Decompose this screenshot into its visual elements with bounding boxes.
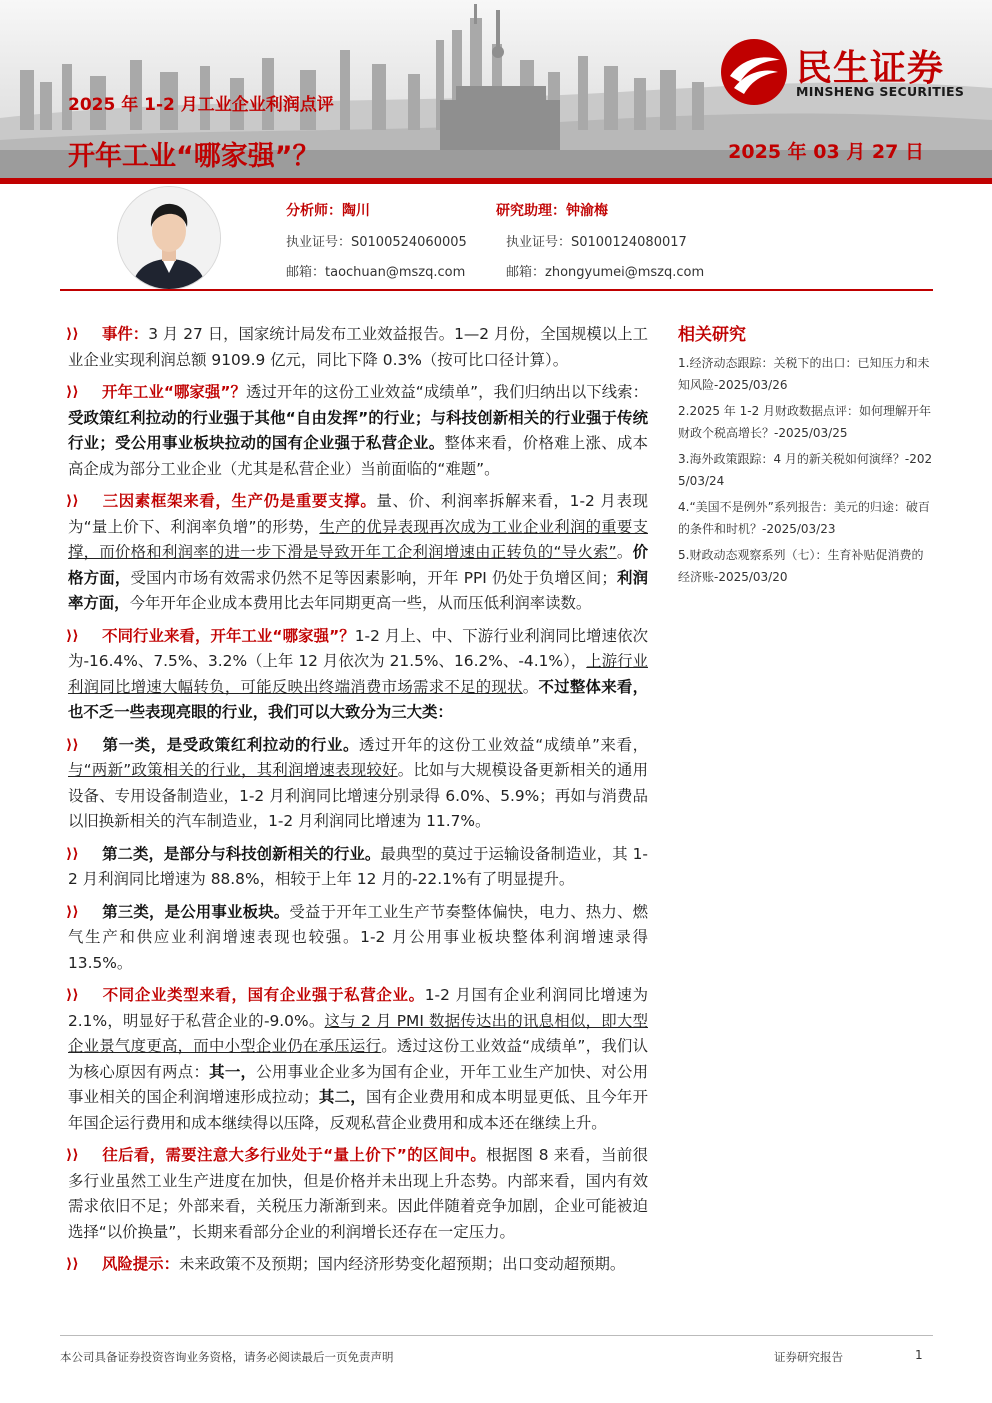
analyst-email[interactable]: 邮箱：taochuan@mszq.com (286, 265, 466, 280)
double-chevron-right-icon: ⟩⟩ (66, 1147, 79, 1163)
related-research-link[interactable]: 3.海外政策跟踪：4 月的新关税如何演绎？-2025/03/24 (678, 452, 933, 488)
analyst-avatar (117, 186, 221, 290)
analyst-divider (60, 289, 933, 291)
double-chevron-right-icon: ⟩⟩ (66, 1256, 79, 1272)
analyst-cert-number: 执业证号：S0100524060005 (286, 235, 467, 250)
double-chevron-right-icon: ⟩⟩ (66, 384, 79, 400)
footer-report-type: 证券研究报告 (774, 1350, 843, 1364)
minsheng-logo-icon (720, 38, 788, 106)
related-research-link[interactable]: 5.财政动态观察系列（七）：生育补贴促消费的经济账-2025/03/20 (678, 548, 924, 584)
report-title: 开年工业“哪家强”？ (68, 141, 320, 172)
report-body (68, 322, 648, 1285)
related-research-sidebar (678, 320, 933, 593)
double-chevron-right-icon: ⟩⟩ (66, 627, 79, 644)
paragraph-risk: ⟩⟩ 风险提示：未来政策不及预期；国内经济形势变化超预期；出口变动超预期。 (68, 1252, 648, 1278)
report-series-title: 2025 年 1-2 月工业企业利润点评 (68, 95, 334, 115)
paragraph-industries: ⟩⟩ 不同行业来看，开年工业“哪家强”？1-2 月上、中、下游行业利润同比增速依次为-16.4%、7.5%、3.2%（上年 12 月依次为 21.5%、16.2%、-4.1%），上游行业利润同比增速大幅转负，可能反映出终端消费市场需求不足的现状。不过整体来看，也不乏一些表现亮眼的行业，我们可以大致分为三大类： (68, 624, 648, 726)
logo-chinese-text: 民生证券 (796, 48, 945, 89)
analyst-block-1 (286, 200, 467, 280)
analyst-name: 分析师：陶川 (286, 203, 370, 219)
paragraph-category-1: ⟩⟩ 第一类，是受政策红利拉动的行业。透过开年的这份工业效益“成绩单”来看，与“两新”政策相关的行业，其利润增速表现较好。比如与大规模设备更新相关的通用设备、专用设备制造业，1-2 月利润同比增速分别录得 6.0%、5.9%；再如与消费品以旧换新相关的汽车制造业，1-2 月利润同比增速为 11.7%。 (68, 733, 648, 835)
double-chevron-right-icon: ⟩⟩ (66, 736, 79, 753)
related-research-link[interactable]: 4.“美国不是例外”系列报告：美元的归途：破百的条件和时机？-2025/03/23 (678, 500, 930, 536)
related-research-title: 相关研究 (678, 325, 746, 345)
header-divider (0, 178, 992, 184)
report-date: 2025 年 03 月 27 日 (728, 141, 924, 163)
double-chevron-right-icon: ⟩⟩ (66, 326, 79, 342)
assistant-cert-number: 执业证号：S0100124080017 (506, 235, 687, 250)
analyst-block-2 (496, 200, 704, 280)
paragraph-category-2: ⟩⟩ 第二类，是部分与科技创新相关的行业。最典型的莫过于运输设备制造业，其 1-2 月利润同比增速为 88.8%，相较于上年 12 月的-22.1%有了明显提升。 (68, 842, 648, 893)
company-logo (720, 38, 970, 110)
logo-english-text: MINSHENG SECURITIES (796, 84, 965, 99)
related-research-link[interactable]: 2.2025 年 1-2 月财政数据点评：如何理解开年财政个税高增长？-2025/03/25 (678, 404, 932, 440)
footer-disclaimer: 本公司具备证券投资咨询业务资格，请务必阅读最后一页免责声明 (60, 1350, 394, 1364)
footer-divider (60, 1335, 933, 1336)
double-chevron-right-icon: ⟩⟩ (66, 987, 79, 1003)
paragraph-three-factors: ⟩⟩ 三因素框架来看，生产仍是重要支撑。量、价、利润率拆解来看，1-2 月表现为“量上价下、利润率负增”的形势，生产的优异表现再次成为工业企业利润的重要支撑，而价格和利润率的进一步下滑是导致开年工企利润增速由正转负的“导火索”。价格方面，受国内市场有效需求仍然不足等因素影响，开年 PPI 仍处于负增区间；利润率方面，今年开年企业成本费用比去年同期更高一些，从而压低利润率读数。 (68, 489, 648, 617)
assistant-name: 研究助理：钟渝梅 (496, 203, 608, 219)
double-chevron-right-icon: ⟩⟩ (66, 903, 79, 920)
analyst-photo-icon (118, 187, 220, 289)
paragraph-outlook: ⟩⟩ 往后看，需要注意大多行业处于“量上价下”的区间中。根据图 8 来看，当前很多行业虽然工业生产进度在加快，但是价格并未出现上升态势。内部来看，国内有效需求依旧不足；外部来看，关税压力渐渐到来。因此伴随着竞争加剧，企业可能被迫选择“以价换量”，长期来看部分企业的利润增长还存在一定压力。 (68, 1143, 648, 1245)
double-chevron-right-icon: ⟩⟩ (66, 493, 79, 509)
paragraph-enterprise-types: ⟩⟩ 不同企业类型来看，国有企业强于私营企业。1-2 月国有企业利润同比增速为 2.1%，明显好于私营企业的-9.0%。这与 2 月 PMI 数据传达出的讯息相似，即大型企业景气度更高，而中小型企业仍在承压运行。透过这份工业效益“成绩单”，我们认为核心原因有两点：其一，公用事业企业多为国有企业，开年工业生产加快、对公用事业相关的国企利润增速形成拉动；其二，国有企业费用和成本明显更低、且今年开年国企运行费用和成本继续得以压降，反观私营企业费用和成本还在继续上升。 (68, 983, 648, 1136)
assistant-email[interactable]: 邮箱：zhongyumei@mszq.com (506, 265, 705, 280)
paragraph-category-3: ⟩⟩ 第三类，是公用事业板块。受益于开年工业生产节奏整体偏快，电力、热力、燃气生产和供应业利润增速表现也较强。1-2 月公用事业板块整体利润增速录得 13.5%。 (68, 900, 648, 977)
related-research-link[interactable]: 1.经济动态跟踪：关税下的出口：已知压力和未知风险-2025/03/26 (678, 356, 930, 392)
double-chevron-right-icon: ⟩⟩ (66, 845, 79, 862)
paragraph-which-stronger: ⟩⟩ 开年工业“哪家强”？透过开年的这份工业效益“成绩单”，我们归纳出以下线索：受政策红利拉动的行业强于其他“自由发挥”的行业；与科技创新相关的行业强于传统行业；受公用事业板块拉动的国有企业强于私营企业。整体来看，价格难上涨、成本高企成为部分工业企业（尤其是私营企业）当前面临的“难题”。 (68, 380, 648, 482)
page-number: 1 (915, 1348, 923, 1362)
paragraph-event: ⟩⟩ 事件：3 月 27 日，国家统计局发布工业效益报告。1—2 月份，全国规模以上工业企业实现利润总额 9109.9 亿元，同比下降 0.3%（按可比口径计算）。 (68, 322, 648, 373)
